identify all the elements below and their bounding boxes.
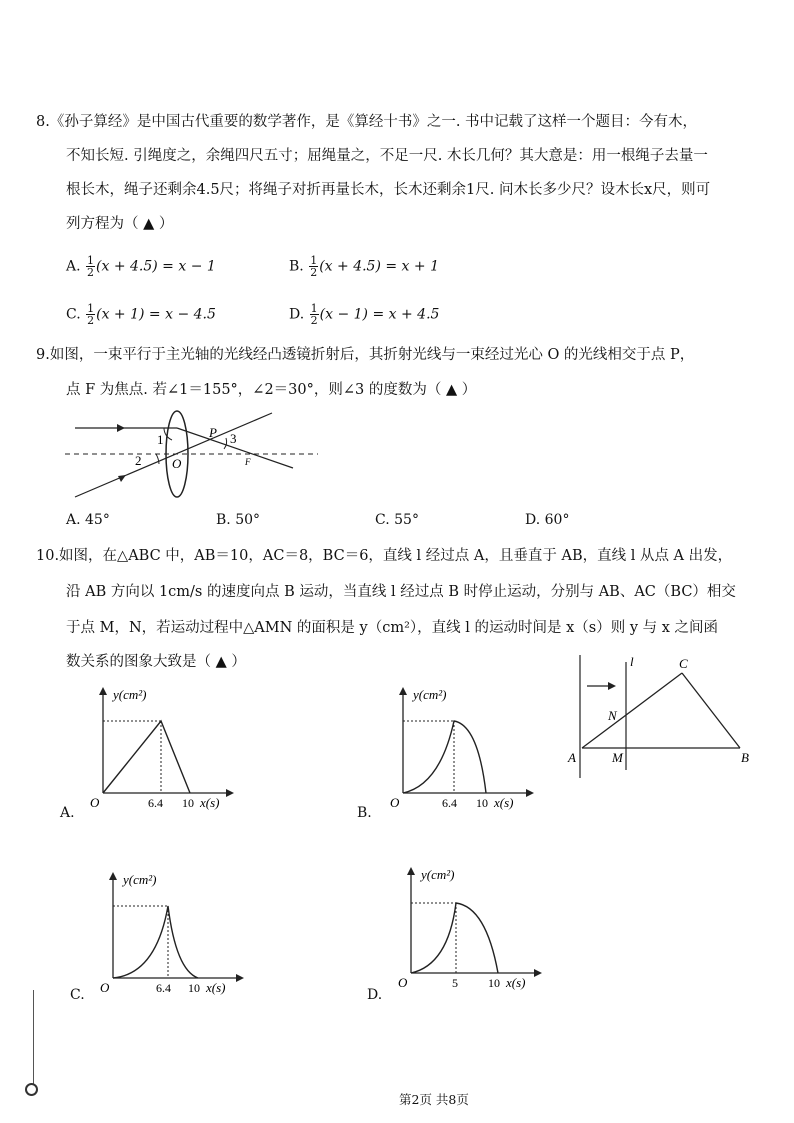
tick-end: 10 [488,976,500,990]
option-value: 50° [235,512,261,528]
origin-label: O [90,795,100,810]
equation: (x + 4.5) = x + 1 [319,258,439,275]
arrow-icon [526,789,534,797]
side-bc [682,673,740,748]
arrow-icon [399,687,407,695]
tick-mid: 6.4 [442,796,457,810]
x-axis-label: x(s) [506,975,526,990]
tick-end: 10 [188,981,200,995]
y-axis-label: y(cm²) [413,687,447,702]
arrow-icon [117,424,125,432]
arrow-icon [534,969,542,977]
option-label: D. [289,306,305,323]
lens-figure [60,405,330,505]
q8-option-a[interactable] [66,255,216,278]
fraction: $\frac{1}{2}$ [310,302,318,327]
q9-line-1: 9.如图，一束平行于主光轴的光线经凸透镜折射后，其折射光线与一束经过光心 O 的光线相交于点 P， [36,347,695,363]
equation: (x − 1) = x + 4.5 [319,306,440,323]
graph-a-label: A. [60,805,75,821]
option-label: A. [66,512,81,528]
tick-end: 10 [182,796,194,810]
q8-option-b[interactable] [289,255,439,278]
arrow-icon [226,789,234,797]
q10-line-3: 于点 M，N，若运动过程中△AMN 的面积是 y（cm²），直线 l 的运动时间是 x（s）则 y 与 x 之间函 [66,620,719,636]
label-l: l [630,654,634,669]
arrow-icon [109,872,117,880]
label-angle-3: 3 [230,431,237,446]
tick-mid: 6.4 [148,796,163,810]
arrow-icon [99,687,107,695]
y-axis-label: y(cm²) [421,867,455,882]
graph-b-label: B. [357,805,372,821]
q10-line-1: 10.如图，在△ABC 中，AB＝10，AC＝8，BC＝6，直线 l 经过点 A，且垂直于 AB，直线 l 从点 A 出发， [36,548,733,564]
option-label: A. [66,258,81,275]
option-value: 60° [544,512,570,528]
fraction: $\frac{1}{2}$ [87,302,95,327]
x-axis-label: x(s) [494,795,514,810]
curve [103,721,190,793]
q9-option-c[interactable] [375,510,419,530]
label-f: F [245,457,251,467]
origin-label: O [398,975,408,990]
equation: (x + 4.5) = x − 1 [96,258,216,275]
label-n: N [608,708,617,723]
q8-line-3: 根长木，绳子还剩余4.5尺；将绳子对折再量长木，长木还剩余1尺. 问木长多少尺？设木长x尺，则可 [66,182,711,198]
q8-line-1: 8.《孙子算经》是中国古代重要的数学著作，是《算经十书》之一. 书中记载了这样一个题目：今有木， [36,114,698,130]
option-label: B. [289,258,304,275]
tick-mid: 5 [452,976,458,990]
tick-mid: 6.4 [156,981,171,995]
page-footer: 第2页 共8页 [399,1092,469,1107]
q8-line-4: 列方程为（ ▲ ） [66,216,174,232]
q9-line-2: 点 F 为焦点. 若∠1＝155°，∠2＝30°，则∠3 的度数为（ ▲ ） [66,382,477,398]
graph-b[interactable] [388,685,538,815]
angle-3-arc [224,438,227,449]
option-label: D. [525,512,541,528]
curve [403,721,486,793]
arrow-icon [407,867,415,875]
origin-label: O [390,795,400,810]
y-axis-label: y(cm²) [113,687,147,702]
option-value: 45° [85,512,110,528]
label-b: B [741,750,749,765]
label-p: P [209,425,217,440]
fraction: $\frac{1}{2}$ [310,254,318,279]
option-label: B. [216,512,231,528]
curve [411,903,498,973]
q9-option-b[interactable] [216,510,260,530]
origin-label: O [100,980,110,995]
label-angle-1: 1 [157,432,164,447]
fraction: $\frac{1}{2}$ [87,254,95,279]
x-axis-label: x(s) [206,980,226,995]
q10-line-2: 沿 AB 方向以 1cm/s 的速度向点 B 运动，当直线 l 经过点 B 时停止运动，分别与 AB、AC（BC）相交 [66,584,736,600]
graph-a[interactable] [88,685,238,815]
binding-hole-icon [25,1083,38,1096]
q8-option-c[interactable] [66,303,216,326]
label-m: M [612,750,623,765]
q9-option-d[interactable] [525,510,569,530]
graph-d[interactable] [396,865,546,995]
side-ac [582,673,682,748]
graph-c[interactable] [98,870,248,1000]
equation: (x + 1) = x − 4.5 [96,306,216,323]
graph-c-label: C. [70,987,85,1003]
option-value: 55° [394,512,419,528]
y-axis-label: y(cm²) [123,872,157,887]
tick-end: 10 [476,796,488,810]
arrow-icon [608,682,616,690]
x-axis-label: x(s) [200,795,220,810]
label-c: C [679,656,688,671]
label-angle-2: 2 [135,453,142,468]
q9-option-a[interactable] [66,510,110,530]
curve [113,906,198,978]
label-o: O [172,456,182,471]
arrow-icon [236,974,244,982]
q10-line-4: 数关系的图象大致是（ ▲ ） [66,654,246,670]
binding-line [33,990,34,1085]
option-label: C. [66,306,81,323]
graph-d-label: D. [367,987,383,1003]
label-a: A [568,750,576,765]
q8-line-2: 不知长短. 引绳度之，余绳四尺五寸；屈绳量之，不足一尺. 木长几何？其大意是：用一根绳子去量一 [66,148,708,164]
q8-option-d[interactable] [289,303,439,326]
triangle-figure [560,650,790,780]
option-label: C. [375,512,390,528]
center-ray [75,413,272,497]
